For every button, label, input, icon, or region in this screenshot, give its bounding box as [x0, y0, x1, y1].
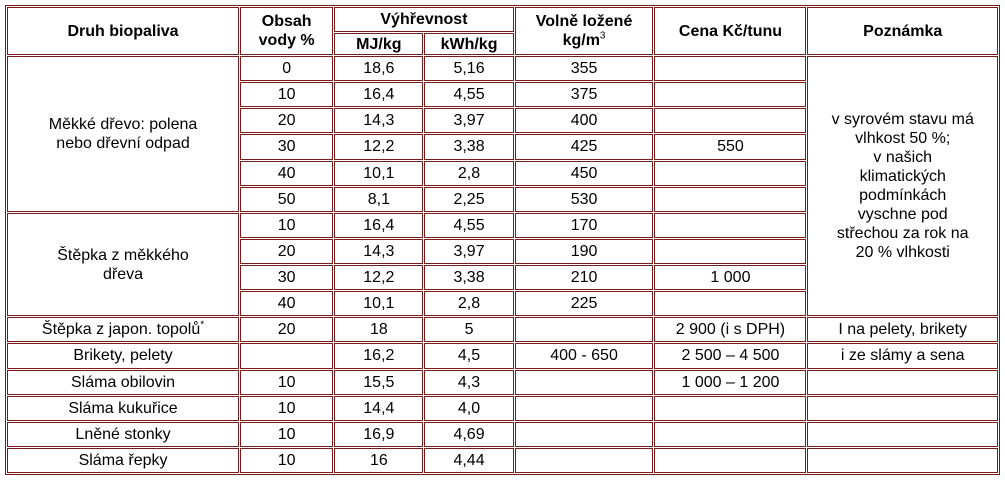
kwh-kg-cell: 2,8 [424, 161, 513, 186]
kwh-kg-cell: 4,0 [424, 396, 513, 421]
biofuel-table [5, 5, 1000, 475]
bulk-density-cell: 355 [515, 56, 654, 81]
price-cell [654, 448, 806, 473]
fuel-type-cell [7, 396, 239, 421]
price-cell: 550 [654, 134, 806, 159]
kwh-kg-cell: 3,97 [424, 239, 513, 264]
kwh-kg-cell: 5,16 [424, 56, 513, 81]
water-content-cell: 20 [240, 317, 333, 342]
header-bulk-unit-sup: 3 [599, 30, 606, 42]
mj-kg-cell: 16,2 [334, 343, 423, 368]
note-cell: I na pelety, brikety [807, 317, 998, 342]
mj-kg-cell: 14,3 [334, 239, 423, 264]
price-cell [654, 56, 806, 81]
water-content-cell: 20 [240, 239, 333, 264]
kwh-kg-cell: 4,3 [424, 370, 513, 395]
note-cell [807, 448, 998, 473]
mj-kg-cell: 8,1 [334, 187, 423, 212]
water-content-cell: 0 [240, 56, 333, 81]
kwh-kg-cell: 5 [424, 317, 513, 342]
kwh-kg-cell: 4,55 [424, 82, 513, 107]
fuel-type-label: Lněné stonky [75, 425, 171, 443]
header-bulk [515, 7, 654, 55]
price-cell [654, 291, 806, 316]
water-content-cell: 50 [240, 187, 333, 212]
price-cell [654, 239, 806, 264]
table-row [7, 317, 998, 342]
header-bulk-label: Volně ložené [535, 13, 633, 30]
mj-kg-cell: 16,9 [334, 422, 423, 447]
kwh-kg-cell: 2,25 [424, 187, 513, 212]
fuel-type-label: Štěpka z měkkého dřeva [57, 246, 189, 283]
note-cell: i ze slámy a sena [807, 343, 998, 368]
table-row [7, 396, 998, 421]
bulk-density-cell: 190 [515, 239, 654, 264]
mj-kg-cell: 18,6 [334, 56, 423, 81]
bulk-density-cell [515, 317, 654, 342]
kwh-kg-cell: 3,38 [424, 265, 513, 290]
price-cell: 1 000 [654, 265, 806, 290]
table-row [7, 422, 998, 447]
fuel-type-cell [7, 213, 239, 317]
note-text: v syrovém stavu má vlhkost 50 %; v našich klimatických podmínkách vyschne pod střechou za rok na 20 % vlhkosti [831, 111, 974, 262]
mj-kg-cell: 16,4 [334, 82, 423, 107]
kwh-kg-cell: 4,5 [424, 343, 513, 368]
fuel-type-cell [7, 422, 239, 447]
mj-kg-cell: 16,4 [334, 213, 423, 238]
price-cell [654, 187, 806, 212]
mj-kg-cell: 10,1 [334, 161, 423, 186]
bulk-density-cell: 375 [515, 82, 654, 107]
bulk-density-cell: 400 - 650 [515, 343, 654, 368]
fuel-type-cell [7, 448, 239, 473]
mj-kg-cell: 15,5 [334, 370, 423, 395]
price-cell: 1 000 – 1 200 [654, 370, 806, 395]
water-content-cell: 30 [240, 134, 333, 159]
bulk-density-cell: 530 [515, 187, 654, 212]
header-price: Cena Kč/tunu [654, 7, 806, 55]
header-heating-value: Výhřevnost [334, 7, 513, 32]
note-cell [807, 396, 998, 421]
kwh-kg-cell: 3,38 [424, 134, 513, 159]
note-cell [807, 370, 998, 395]
price-cell [654, 213, 806, 238]
water-content-cell: 30 [240, 265, 333, 290]
note-cell [807, 422, 998, 447]
bulk-density-cell: 225 [515, 291, 654, 316]
water-content-cell: 10 [240, 396, 333, 421]
bulk-density-cell: 210 [515, 265, 654, 290]
water-content-cell: 20 [240, 108, 333, 133]
fuel-type-label: Sláma obilovin [70, 373, 176, 391]
kwh-kg-cell: 4,69 [424, 422, 513, 447]
note-cell [807, 56, 998, 316]
header-water-content-label: Obsah vody % [258, 13, 315, 49]
bulk-density-cell: 170 [515, 213, 654, 238]
price-cell [654, 422, 806, 447]
fuel-type-label: Brikety, pelety [73, 347, 173, 365]
fuel-type-cell [7, 370, 239, 395]
header-bulk-unit: kg/m [562, 32, 600, 49]
fuel-type-cell [7, 317, 239, 342]
mj-kg-cell: 12,2 [334, 134, 423, 159]
kwh-kg-cell: 4,55 [424, 213, 513, 238]
fuel-type-label: Štěpka z japon. topolů [41, 321, 201, 339]
bulk-density-cell: 450 [515, 161, 654, 186]
table-row [7, 448, 998, 473]
water-content-cell: 40 [240, 161, 333, 186]
header-mj-kg: MJ/kg [334, 33, 423, 55]
price-cell [654, 82, 806, 107]
header-note: Poznámka [807, 7, 998, 55]
fuel-type-label: Sláma kukuřice [68, 399, 178, 417]
kwh-kg-cell: 3,97 [424, 108, 513, 133]
price-cell: 2 900 (i s DPH) [654, 317, 806, 342]
bulk-density-cell: 400 [515, 108, 654, 133]
water-content-cell: 10 [240, 370, 333, 395]
water-content-cell [240, 343, 333, 368]
water-content-cell: 10 [240, 448, 333, 473]
mj-kg-cell: 14,3 [334, 108, 423, 133]
mj-kg-cell: 12,2 [334, 265, 423, 290]
kwh-kg-cell: 4,44 [424, 448, 513, 473]
bulk-density-cell [515, 422, 654, 447]
mj-kg-cell: 10,1 [334, 291, 423, 316]
table-row [7, 56, 998, 81]
kwh-kg-cell: 2,8 [424, 291, 513, 316]
price-cell [654, 108, 806, 133]
mj-kg-cell: 14,4 [334, 396, 423, 421]
bulk-density-cell: 425 [515, 134, 654, 159]
mj-kg-cell: 16 [334, 448, 423, 473]
header-water-content [240, 7, 333, 55]
mj-kg-cell: 18 [334, 317, 423, 342]
water-content-cell: 10 [240, 213, 333, 238]
header-kwh-kg: kWh/kg [424, 33, 513, 55]
table-row [7, 343, 998, 368]
water-content-cell: 10 [240, 82, 333, 107]
fuel-type-cell [7, 343, 239, 368]
bulk-density-cell [515, 448, 654, 473]
header-fuel-type: Druh biopaliva [7, 7, 239, 55]
table-row [7, 370, 998, 395]
price-cell [654, 396, 806, 421]
water-content-cell: 10 [240, 422, 333, 447]
price-cell: 2 500 – 4 500 [654, 343, 806, 368]
fuel-type-cell [7, 56, 239, 212]
fuel-type-label: Měkké dřevo: polena nebo dřevní odpad [48, 115, 198, 152]
bulk-density-cell [515, 396, 654, 421]
fuel-type-label: Sláma řepky [78, 451, 168, 469]
price-cell [654, 161, 806, 186]
footnote-marker: * [200, 319, 205, 331]
bulk-density-cell [515, 370, 654, 395]
water-content-cell: 40 [240, 291, 333, 316]
table-body [7, 56, 998, 473]
